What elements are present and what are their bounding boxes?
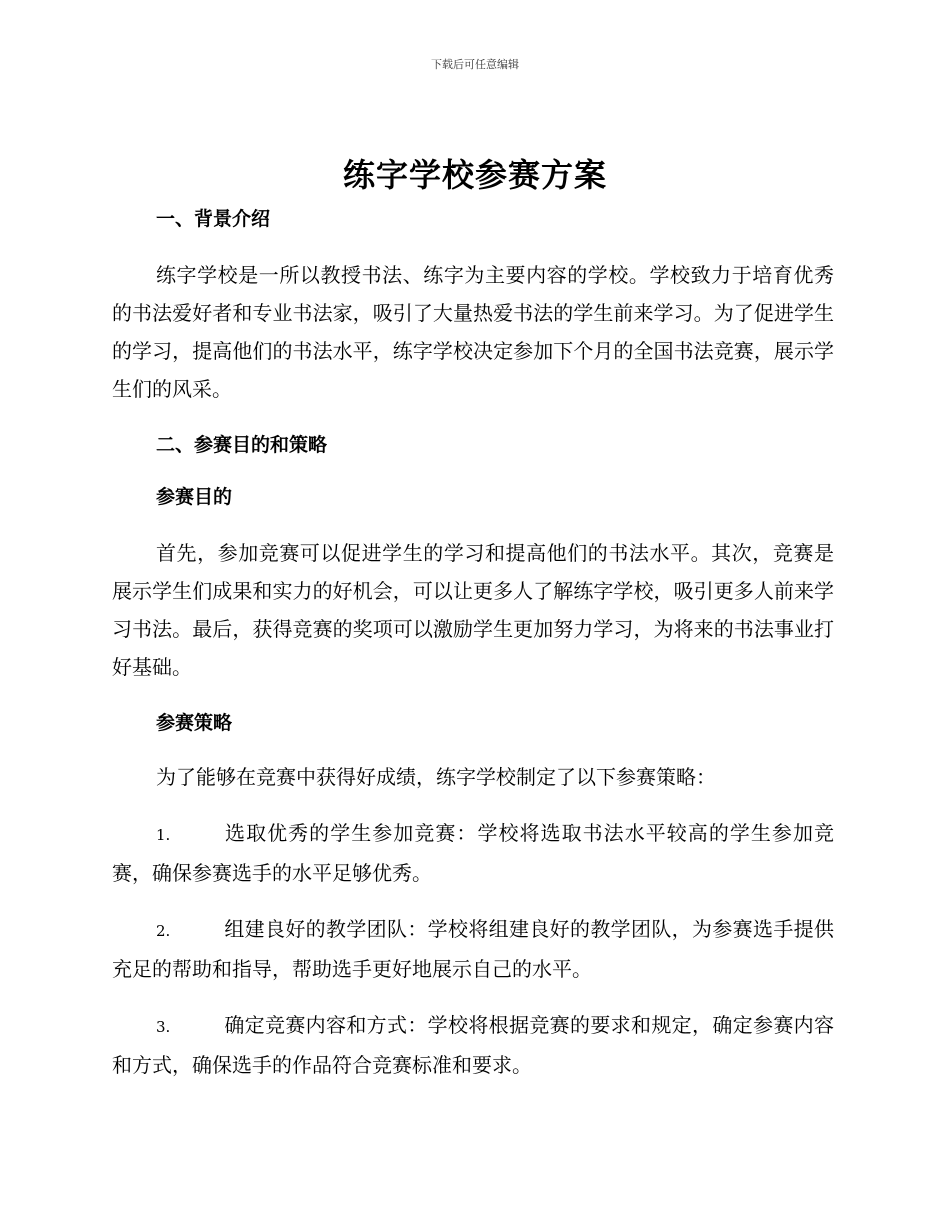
list-item-number: 3. <box>156 1018 171 1036</box>
strategy-list-item <box>112 910 834 988</box>
document-title: 练字学校参赛方案 <box>342 156 607 194</box>
list-item-text: 组建良好的教学团队：学校将组建良好的教学团队，为参赛选手提供充足的帮助和指导，帮助选手更好地展示自己的水平。 <box>112 917 834 981</box>
strategy-intro: 为了能够在竞赛中获得好成绩，练字学校制定了以下参赛策略： <box>156 765 716 789</box>
list-item-text: 确定竞赛内容和方式：学校将根据竞赛的要求和规定，确定参赛内容和方式，确保选手的作品符合竞赛标准和要求。 <box>112 1013 834 1077</box>
list-item-number: 2. <box>156 922 171 940</box>
section-heading-background: 一、背景介绍 <box>156 208 271 230</box>
header-note: 下载后可任意编辑 <box>431 58 519 71</box>
list-item-number: 1. <box>156 826 171 844</box>
document-body <box>112 200 834 1084</box>
subheading-strategy: 参赛策略 <box>156 712 233 734</box>
subheading-purpose: 参赛目的 <box>156 486 233 508</box>
section-heading-goals-strategy: 二、参赛目的和策略 <box>156 434 328 456</box>
strategy-list-item <box>112 1006 834 1084</box>
purpose-paragraph: 首先，参加竞赛可以促进学生的学习和提高他们的书法水平。其次，竞赛是展示学生们成果和实力的好机会，可以让更多人了解练字学校，吸引更多人前来学习书法。最后，获得竞赛的奖项可以激励学生更加努力学习，为将来的书法事业打好基础。 <box>112 541 834 679</box>
list-item-text: 选取优秀的学生参加竞赛：学校将选取书法水平较高的学生参加竞赛，确保参赛选手的水平足够优秀。 <box>112 821 834 885</box>
strategy-list-item <box>112 814 834 892</box>
background-paragraph: 练字学校是一所以教授书法、练字为主要内容的学校。学校致力于培育优秀的书法爱好者和专业书法家，吸引了大量热爱书法的学生前来学习。为了促进学生的学习，提高他们的书法水平，练字学校决定参加下个月的全国书法竞赛，展示学生们的风采。 <box>112 263 834 401</box>
